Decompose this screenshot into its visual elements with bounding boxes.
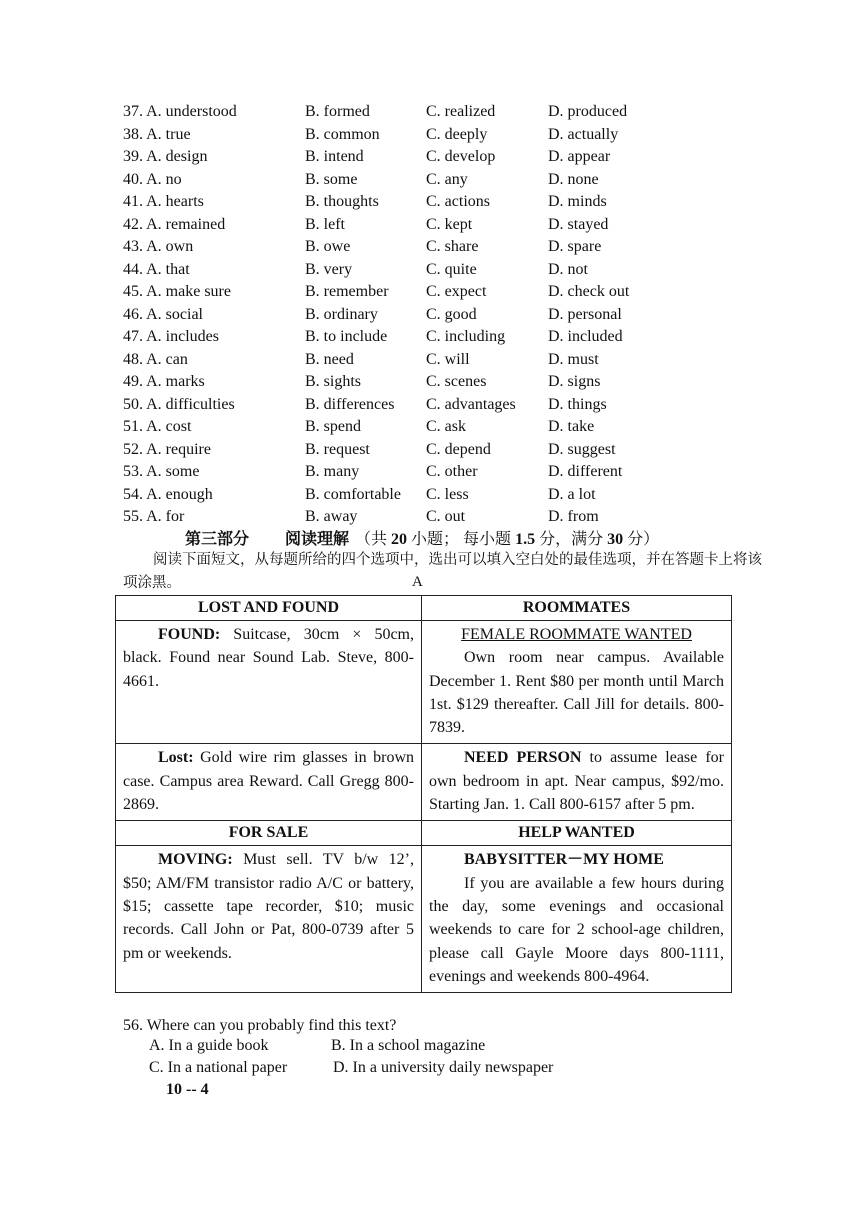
option-d: D. things [548,395,607,413]
option-d: D. different [548,463,623,480]
option-b: B. request [305,440,370,458]
option-b: B. common [305,125,380,143]
option-b: B. owe [305,238,351,255]
option-b: B. differences [305,395,395,413]
option-d: D. not [548,260,588,278]
option-d: D. produced [548,103,628,120]
option-d: D. take [548,418,595,435]
option-b: B. left [305,215,345,233]
babysitter-title: BABYSITTER－MY HOME [464,851,664,869]
option-b: B. to include [305,328,388,345]
part-name: 阅读理解 [285,531,350,548]
option-c: C. will [426,350,470,368]
option-b: B. very [305,260,353,278]
option-b: B. many [305,463,360,480]
option-c: C. develop [426,148,496,165]
section-label: A [412,574,423,590]
lost-found-header: LOST AND FOUND [116,596,422,621]
option-d: D. personal [548,305,622,323]
option-a: 50. A. difficulties [123,395,235,413]
option-b: B. thoughts [305,193,379,210]
option-d: D. actually [548,125,619,143]
option-c: C. less [426,485,469,503]
option-d: D. from [548,508,599,525]
option-c: C. depend [426,440,491,458]
help-wanted-header: HELP WANTED [422,821,732,846]
option-a: 52. A. require [123,440,211,458]
option-d: D. check out [548,283,630,300]
option-a: 42. A. remained [123,215,226,233]
option-c: C. any [426,170,468,188]
option-d: D. minds [548,193,607,210]
option-a: 47. A. includes [123,328,219,345]
option-a: 38. A. true [123,125,191,143]
option-a: 49. A. marks [123,373,205,390]
lost-ad: Lost: Gold wire rim glasses in brown case. Campus area Reward. Call Gregg 800-2869. [116,744,422,821]
option-c: C. In a national paper [149,1059,288,1076]
option-a: 55. A. for [123,508,185,525]
option-c: C. expect [426,283,487,300]
option-c: C. scenes [426,373,487,390]
option-a: 51. A. cost [123,418,192,435]
option-a: 44. A. that [123,260,190,278]
option-a: 43. A. own [123,238,194,255]
instructions: 阅读下面短文，从每题所给的四个选项中，选出可以填入空白处的最佳选项，并在答题卡上将该项涂黑。 [123,552,762,591]
option-d: D. a lot [548,485,596,503]
option-d: D. In a university daily newspaper [333,1059,554,1076]
option-b: B. intend [305,148,364,165]
option-c: C. kept [426,215,473,233]
option-c: C. share [426,238,479,255]
option-d: D. must [548,350,599,368]
option-a: 48. A. can [123,350,188,368]
option-a: 46. A. social [123,305,203,323]
option-d: D. suggest [548,440,616,458]
female-roommate-ad: FEMALE ROOMMATE WANTED Own room near campus. Available December 1. Rent $80 per month until March 1st. $129 thereafter. Call Jill for details. 800-7839. [422,621,732,744]
option-a: 53. A. some [123,463,200,480]
option-a: 40. A. no [123,170,182,188]
option-c: C. quite [426,260,477,278]
option-b: B. In a school magazine [331,1037,486,1054]
option-b: B. some [305,170,358,188]
classified-ads-table [115,595,732,993]
option-a: 39. A. design [123,148,208,165]
option-d: D. signs [548,373,601,390]
option-a: 41. A. hearts [123,193,204,210]
option-b: B. comfortable [305,485,401,503]
page-number: 10 -- 4 [166,1081,209,1098]
option-a: A. In a guide book [149,1037,269,1054]
option-c: C. including [426,328,506,345]
moving-ad: MOVING: Must sell. TV b/w 12’, $50; AM/FM transistor radio A/C or battery, $15; cassette tape recorder, $10; music records. Call John or Pat, 800-0739 after 5 pm or weekends. [116,846,422,993]
option-b: B. remember [305,283,389,300]
option-b: B. need [305,350,354,368]
option-c: C. realized [426,103,496,120]
part-heading: 第三部分 [185,531,250,548]
option-d: D. stayed [548,215,609,233]
question-56-stem: 56. Where can you probably find this text? [123,1017,397,1034]
babysitter-ad: BABYSITTER－MY HOME If you are available a few hours during the day, some evenings and occasional weekends to care for 2 school-age children, please call Gayle Moore days 800-1111, evenings and weekends 800-4964. [422,846,732,993]
need-person-ad: NEED PERSON to assume lease for own bedroom in apt. Near campus, $92/mo. Starting Jan. 1. Call 800-6157 after 5 pm. [422,744,732,821]
option-b: B. spend [305,418,361,435]
option-a: 37. A. understood [123,103,237,120]
option-d: D. appear [548,148,611,165]
option-c: C. ask [426,418,466,435]
option-c: C. out [426,508,466,525]
option-d: D. included [548,328,623,345]
option-d: D. spare [548,238,602,255]
found-ad: FOUND: Suitcase, 30cm × 50cm, black. Found near Sound Lab. Steve, 800-4661. [116,621,422,744]
part-three-title: 第三部分 阅读理解 （共 20 小题； 每小题 1.5 分，满分 30 分） [185,531,660,548]
option-b: B. ordinary [305,305,378,323]
option-c: C. advantages [426,395,516,413]
option-a: 54. A. enough [123,485,213,503]
option-a: 45. A. make sure [123,283,231,300]
option-b: B. formed [305,103,370,120]
option-b: B. sights [305,373,362,390]
option-c: C. actions [426,193,490,210]
option-c: C. other [426,463,478,480]
for-sale-header: FOR SALE [116,821,422,846]
roommates-header: ROOMMATES [422,596,732,621]
option-d: D. none [548,170,599,188]
option-b: B. away [305,508,358,525]
option-c: C. good [426,305,477,323]
female-roommate-title: FEMALE ROOMMATE WANTED [461,626,692,643]
option-c: C. deeply [426,125,488,143]
